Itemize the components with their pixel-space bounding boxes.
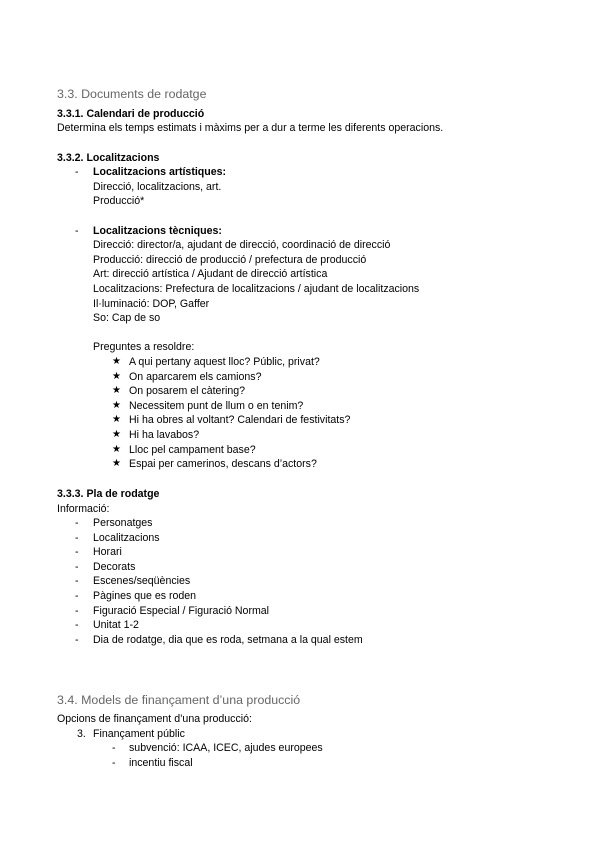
questions-label: Preguntes a resoldre: xyxy=(93,341,195,353)
section-heading-3-4: 3.4. Models de finançament d’una producció xyxy=(57,693,301,707)
dash-bullet: - xyxy=(75,531,79,544)
list-item-text: Escenes/seqüències xyxy=(93,575,191,588)
star-icon: ★ xyxy=(112,385,121,397)
question-text: Espai per camerinos, descans d’actors? xyxy=(129,458,317,471)
question-text: On posarem el càtering? xyxy=(129,385,246,398)
question-text: Necessitem punt de llum o en tenim? xyxy=(129,399,304,412)
technical-line: Il·luminació: DOP, Gaffer xyxy=(93,298,210,310)
subsection-title-3-3-3: 3.3.3. Pla de rodatge xyxy=(57,488,160,500)
dash-bullet: - xyxy=(75,225,79,237)
technical-locations-label: Localitzacions tècniques: xyxy=(93,225,222,237)
technical-line: Art: direcció artística / Ajudant de direcció artística xyxy=(93,268,328,280)
technical-line: So: Cap de so xyxy=(93,312,161,324)
dash-bullet: - xyxy=(75,166,79,178)
dash-bullet: - xyxy=(112,756,116,769)
technical-line: Localitzacions: Prefectura de localitzacions / ajudant de localitzacions xyxy=(93,283,420,295)
question-text: A qui pertany aquest lloc? Públic, privat? xyxy=(129,356,320,368)
dash-bullet: - xyxy=(75,589,79,602)
question-text: Hi ha obres al voltant? Calendari de festivitats? xyxy=(129,414,351,427)
star-icon: ★ xyxy=(112,428,121,440)
section-heading-3-3: 3.3. Documents de rodatge xyxy=(57,87,207,101)
artistic-line: Direcció, localitzacions, art. xyxy=(93,181,222,193)
question-text: Lloc pel campament base? xyxy=(129,443,256,456)
dash-bullet: - xyxy=(75,633,79,646)
list-item-text: Personatges xyxy=(93,517,153,529)
list-item-text: Unitat 1-2 xyxy=(93,619,139,632)
list-item-text: Decorats xyxy=(93,560,136,573)
artistic-locations-label: Localitzacions artístiques: xyxy=(93,166,227,178)
dash-bullet: - xyxy=(75,604,79,617)
question-text: On aparcarem els camions? xyxy=(129,370,262,383)
star-icon: ★ xyxy=(112,370,121,382)
list-item-text: Horari xyxy=(93,546,122,559)
dash-bullet: - xyxy=(75,517,79,529)
technical-line: Producció: direcció de producció / prefectura de producció xyxy=(93,254,367,266)
star-icon: ★ xyxy=(112,356,121,367)
subsection-title-3-3-2: 3.3.2. Localitzacions xyxy=(57,152,160,164)
list-item-text: subvenció: ICAA, ICEC, ajudes europees xyxy=(129,742,323,754)
dash-bullet: - xyxy=(75,546,79,559)
numbered-marker: 3. xyxy=(77,728,86,740)
star-icon: ★ xyxy=(112,443,121,455)
financing-intro: Opcions de finançament d’una producció: xyxy=(57,713,252,725)
dash-bullet: - xyxy=(75,619,79,632)
dash-bullet: - xyxy=(75,575,79,588)
question-text: Hi ha lavabos? xyxy=(129,428,200,441)
artistic-line: Producció* xyxy=(93,195,145,207)
paragraph-calendari: Determina els temps estimats i màxims per a dur a terme les diferents operacions. xyxy=(57,122,444,134)
star-icon: ★ xyxy=(112,458,121,470)
list-item-text: Pàgines que es roden xyxy=(93,589,197,602)
info-label: Informació: xyxy=(57,503,110,515)
dash-bullet: - xyxy=(112,742,116,754)
public-financing-label: Finançament públic xyxy=(93,728,185,740)
star-icon: ★ xyxy=(112,399,121,411)
star-icon: ★ xyxy=(112,414,121,426)
list-item-text: incentiu fiscal xyxy=(129,756,193,769)
dash-bullet: - xyxy=(75,560,79,573)
list-item-text: Figuració Especial / Figuració Normal xyxy=(93,604,270,617)
technical-line: Direcció: director/a, ajudant de direcció, coordinació de direcció xyxy=(93,239,391,251)
list-item-text: Localitzacions xyxy=(93,531,160,544)
list-item-text: Dia de rodatge, dia que es roda, setmana a la qual estem xyxy=(93,633,363,646)
subsection-title-3-3-1: 3.3.1. Calendari de producció xyxy=(57,108,205,120)
